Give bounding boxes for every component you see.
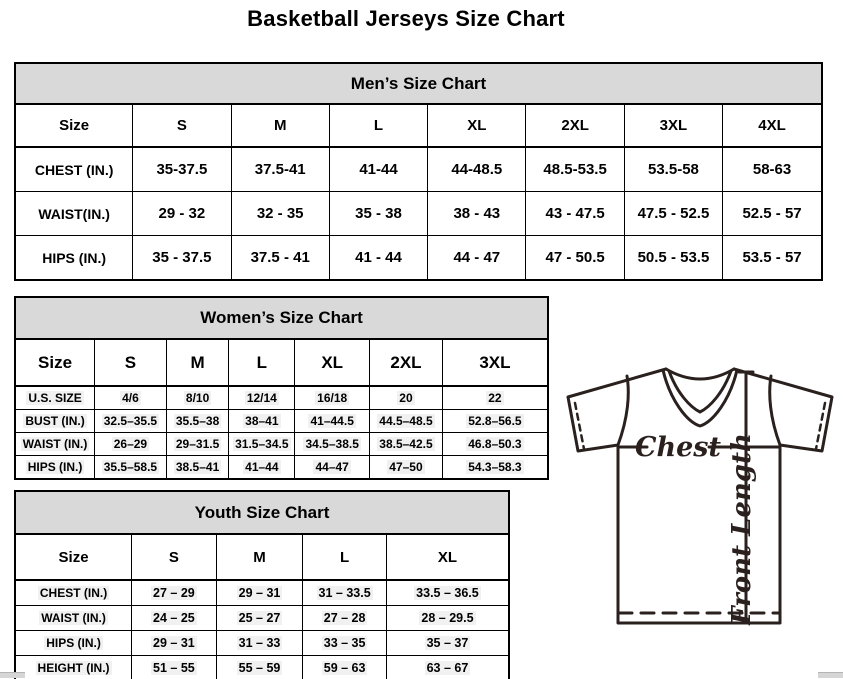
size-value-text: 37.5 - 41 xyxy=(250,249,310,266)
row-label xyxy=(16,656,132,679)
size-value-text: 41 - 44 xyxy=(355,249,402,266)
table-row xyxy=(16,192,821,236)
size-value xyxy=(442,410,547,433)
size-value xyxy=(370,410,443,433)
size-value-text: 4/6 xyxy=(122,391,139,405)
size-value xyxy=(303,580,387,606)
column-header: M xyxy=(216,535,303,580)
youth-chart-title: Youth Size Chart xyxy=(16,492,508,535)
column-header: S xyxy=(133,105,231,147)
table-row xyxy=(16,386,547,410)
size-value xyxy=(386,656,508,679)
size-value xyxy=(229,433,295,456)
size-value-text: 38.5–41 xyxy=(175,460,220,474)
size-value xyxy=(231,147,329,192)
row-label xyxy=(16,456,95,479)
size-value-text: 44 - 47 xyxy=(453,249,501,266)
size-value-text: 53.5-58 xyxy=(648,161,699,178)
column-header: L xyxy=(329,105,427,147)
column-header: S xyxy=(95,340,167,386)
column-header: Size xyxy=(16,105,133,147)
mens-chart-title: Men’s Size Chart xyxy=(16,64,821,105)
size-value-text: 35 – 37 xyxy=(426,636,469,650)
size-value xyxy=(166,386,229,410)
row-label xyxy=(16,631,132,656)
size-value xyxy=(428,236,526,280)
size-value xyxy=(386,606,508,631)
size-value xyxy=(723,236,821,280)
size-value-text: 46.8–50.3 xyxy=(468,437,522,451)
table-row xyxy=(16,631,508,656)
size-value-text: 24 – 25 xyxy=(153,611,195,625)
row-label-text: CHEST (IN.) xyxy=(34,161,114,178)
size-value-text: 32.5–35.5 xyxy=(103,414,158,428)
size-value-text: 28 – 29.5 xyxy=(421,611,474,625)
size-value xyxy=(428,192,526,236)
size-value xyxy=(303,606,387,631)
table-row xyxy=(16,147,821,192)
womens-chart-title: Women’s Size Chart xyxy=(16,298,547,340)
size-value xyxy=(133,147,231,192)
column-header: 2XL xyxy=(370,340,443,386)
size-value-text: 47 - 50.5 xyxy=(545,249,605,266)
size-value-text: 51 – 55 xyxy=(153,661,195,675)
size-value xyxy=(442,456,547,479)
size-value xyxy=(295,410,370,433)
size-value xyxy=(95,456,167,479)
size-value xyxy=(329,147,427,192)
size-header-row xyxy=(16,340,547,386)
column-header: L xyxy=(303,535,387,580)
size-value xyxy=(132,580,217,606)
size-value-text: 37.5-41 xyxy=(254,161,306,178)
column-header: M xyxy=(231,105,329,147)
size-value-text: 44-48.5 xyxy=(451,161,503,178)
column-header: M xyxy=(166,340,229,386)
size-value-text: 47–50 xyxy=(389,460,423,474)
size-value xyxy=(442,386,547,410)
size-value-text: 63 – 67 xyxy=(426,661,469,675)
size-value-text: 29 - 32 xyxy=(158,205,206,222)
row-label-text: U.S. SIZE xyxy=(28,391,82,405)
size-value xyxy=(229,456,295,479)
size-value xyxy=(428,147,526,192)
size-value-text: 38–41 xyxy=(245,414,279,428)
size-value-text: 35-37.5 xyxy=(156,161,208,178)
size-value-text: 41-44 xyxy=(359,161,398,178)
size-value xyxy=(442,433,547,456)
column-header: XL xyxy=(428,105,526,147)
womens-size-chart xyxy=(14,296,549,480)
jersey-measurement-diagram xyxy=(556,356,843,636)
size-value xyxy=(133,236,231,280)
size-value xyxy=(132,656,217,679)
size-value xyxy=(216,656,303,679)
row-label xyxy=(16,147,133,192)
size-value-text: 27 – 28 xyxy=(323,611,366,625)
size-value-text: 59 – 63 xyxy=(323,661,366,675)
mens-size-chart xyxy=(14,62,823,281)
size-value-text: 35 - 38 xyxy=(355,205,402,222)
column-header: 3XL xyxy=(624,105,722,147)
table-row xyxy=(16,580,508,606)
size-value-text: 26–29 xyxy=(113,437,148,451)
youth-size-chart xyxy=(14,490,510,679)
size-value xyxy=(303,656,387,679)
size-value-text: 29 – 31 xyxy=(153,636,195,650)
size-value-text: 29 – 31 xyxy=(238,586,281,600)
size-value xyxy=(526,147,624,192)
size-value-text: 33.5 – 36.5 xyxy=(416,586,479,600)
page-title: Basketball Jerseys Size Chart xyxy=(247,6,565,31)
size-value-text: 33 – 35 xyxy=(323,636,366,650)
size-value xyxy=(231,192,329,236)
size-value-text: 41–44.5 xyxy=(310,414,354,428)
table-row xyxy=(16,656,508,679)
womens-size-table xyxy=(16,340,547,478)
size-value-text: 20 xyxy=(399,391,413,405)
size-value xyxy=(526,236,624,280)
size-value-text: 27 – 29 xyxy=(153,586,195,600)
size-value xyxy=(370,386,443,410)
size-value xyxy=(166,433,229,456)
row-label xyxy=(16,192,133,236)
horizontal-scrollbar-fragment-left[interactable] xyxy=(0,672,25,678)
column-header: S xyxy=(132,535,217,580)
table-row xyxy=(16,606,508,631)
size-value-text: 53.5 - 57 xyxy=(742,249,802,266)
size-value-text: 38.5–42.5 xyxy=(379,437,433,451)
size-value xyxy=(386,580,508,606)
size-value xyxy=(166,456,229,479)
size-value xyxy=(624,147,722,192)
front-length-label: Front Length xyxy=(727,433,757,625)
table-row xyxy=(16,236,821,280)
size-value xyxy=(723,192,821,236)
row-label-text: WAIST (IN.) xyxy=(41,611,106,625)
size-value-text: 32 - 35 xyxy=(256,205,304,222)
size-value-text: 50.5 - 53.5 xyxy=(637,249,710,266)
size-header-row xyxy=(16,105,821,147)
size-value-text: 47.5 - 52.5 xyxy=(637,205,710,222)
row-label xyxy=(16,606,132,631)
mens-size-table xyxy=(16,105,821,279)
table-row xyxy=(16,410,547,433)
size-value xyxy=(216,631,303,656)
size-value xyxy=(370,433,443,456)
size-value-text: 35.5–58.5 xyxy=(103,460,158,474)
size-value xyxy=(229,410,295,433)
size-value-text: 12/14 xyxy=(246,391,277,405)
size-value-text: 48.5-53.5 xyxy=(543,161,607,178)
size-value-text: 31 – 33 xyxy=(238,636,281,650)
size-value xyxy=(132,631,217,656)
youth-size-table xyxy=(16,535,508,679)
size-value-text: 38 - 43 xyxy=(453,205,501,222)
size-value-text: 44.5–48.5 xyxy=(379,414,433,428)
row-label-text: HIPS (IN.) xyxy=(46,636,101,650)
size-value xyxy=(295,433,370,456)
size-value-text: 44–47 xyxy=(315,460,349,474)
size-value xyxy=(295,456,370,479)
row-label-text: WAIST(IN.) xyxy=(38,205,110,222)
size-value-text: 29–31.5 xyxy=(175,437,220,451)
size-value xyxy=(370,456,443,479)
size-value xyxy=(295,386,370,410)
column-header: Size xyxy=(16,340,95,386)
table-row xyxy=(16,456,547,479)
jersey-outline xyxy=(568,369,832,623)
size-value xyxy=(624,192,722,236)
size-header-row xyxy=(16,535,508,580)
size-value xyxy=(95,386,167,410)
size-value-text: 52.8–56.5 xyxy=(468,414,522,428)
size-value-text: 55 – 59 xyxy=(238,661,281,675)
table-row xyxy=(16,433,547,456)
size-value xyxy=(229,386,295,410)
row-label-text: CHEST (IN.) xyxy=(39,586,108,600)
size-value-text: 16/18 xyxy=(317,391,348,405)
size-value xyxy=(216,606,303,631)
size-value-text: 8/10 xyxy=(185,391,210,405)
size-value-text: 58-63 xyxy=(752,161,792,178)
size-value-text: 35 - 37.5 xyxy=(152,249,212,266)
size-value-text: 43 - 47.5 xyxy=(545,205,605,222)
size-value xyxy=(231,236,329,280)
row-label-text: BUST (IN.) xyxy=(25,414,85,428)
size-value xyxy=(166,410,229,433)
size-value xyxy=(723,147,821,192)
size-value xyxy=(133,192,231,236)
size-value xyxy=(132,606,217,631)
size-value-text: 34.5–38.5 xyxy=(305,437,359,451)
row-label-text: HEIGHT (IN.) xyxy=(37,661,110,675)
size-value-text: 25 – 27 xyxy=(238,611,281,625)
size-value-text: 54.3–58.3 xyxy=(468,460,522,474)
row-label-text: HIPS (IN.) xyxy=(27,460,83,474)
column-header: XL xyxy=(295,340,370,386)
size-value-text: 52.5 - 57 xyxy=(742,205,802,222)
row-label-text: WAIST (IN.) xyxy=(22,437,88,451)
column-header: 3XL xyxy=(442,340,547,386)
size-value xyxy=(526,192,624,236)
size-value-text: 41–44 xyxy=(245,460,279,474)
size-value xyxy=(329,192,427,236)
column-header: 4XL xyxy=(723,105,821,147)
row-label xyxy=(16,580,132,606)
column-header: Size xyxy=(16,535,132,580)
size-value xyxy=(95,433,167,456)
column-header: L xyxy=(229,340,295,386)
horizontal-scrollbar-fragment-right[interactable] xyxy=(818,672,843,678)
row-label xyxy=(16,410,95,433)
size-value-text: 31 – 33.5 xyxy=(318,586,371,600)
column-header: XL xyxy=(386,535,508,580)
size-value xyxy=(329,236,427,280)
row-label-text: HIPS (IN.) xyxy=(42,249,106,266)
size-value-text: 22 xyxy=(488,391,502,405)
chest-label: Chest xyxy=(635,432,721,463)
size-value xyxy=(216,580,303,606)
size-value xyxy=(95,410,167,433)
row-label xyxy=(16,386,95,410)
row-label xyxy=(16,433,95,456)
size-value-text: 31.5–34.5 xyxy=(235,437,289,451)
row-label xyxy=(16,236,133,280)
size-value xyxy=(303,631,387,656)
size-value xyxy=(386,631,508,656)
size-value xyxy=(624,236,722,280)
size-value-text: 35.5–38 xyxy=(175,414,220,428)
column-header: 2XL xyxy=(526,105,624,147)
